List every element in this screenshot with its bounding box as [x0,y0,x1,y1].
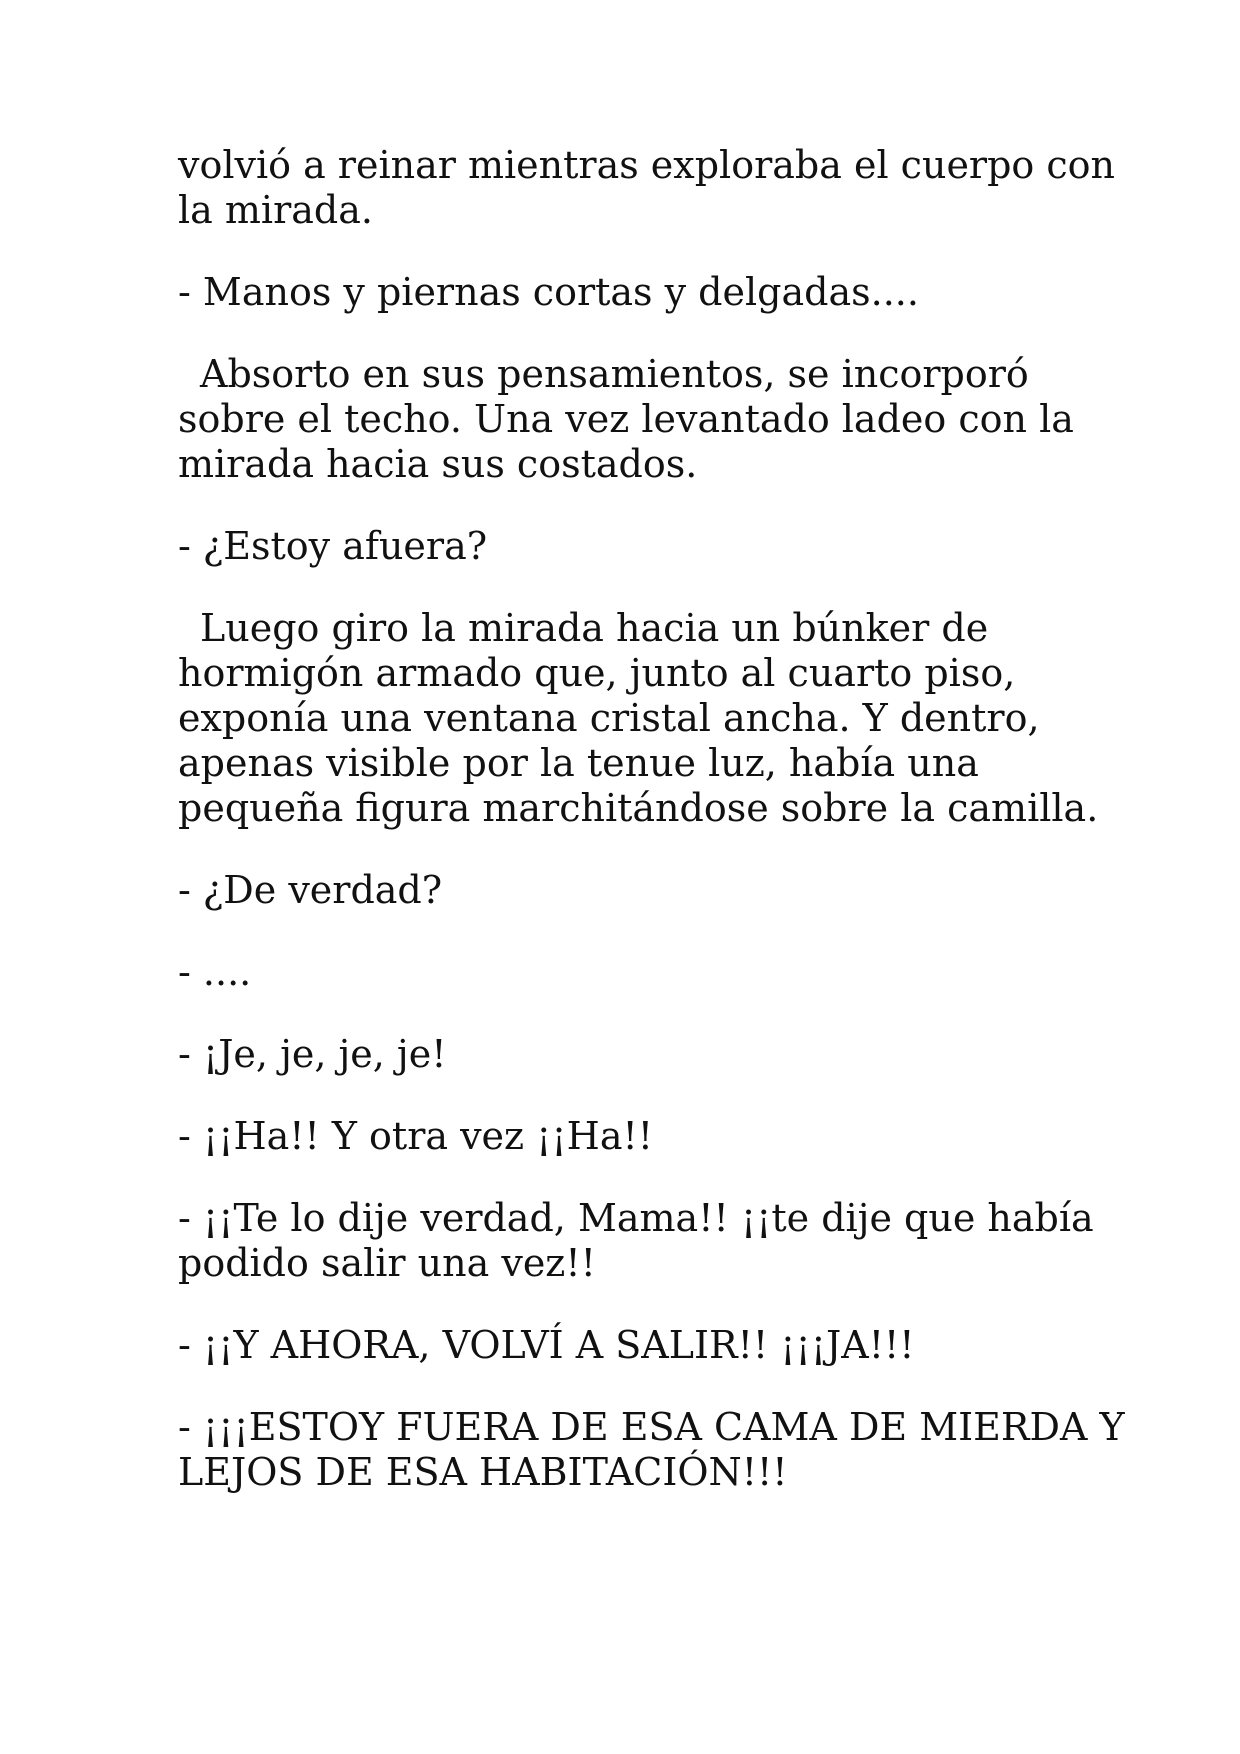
dialogue-line [178,950,1078,995]
text-line: - Manos y piernas cortas y delgadas.... [178,270,919,314]
text-line: - ¿De verdad? [178,868,443,912]
dialogue-line [178,1323,1078,1368]
text-line: LEJOS DE ESA HABITACIÓN!!! [178,1450,788,1494]
text-line: Luego giro la mirada hacia un búnker de [200,606,989,650]
text-line: - ¡¡¡ESTOY FUERA DE ESA CAMA DE MIERDA Y [178,1405,1125,1449]
dialogue-line [178,1196,1094,1286]
text-line: - ¡Je, je, je, je! [178,1032,447,1076]
text-line: - ¡¡Y AHORA, VOLVÍ A SALIR!! ¡¡¡JA!!! [178,1323,915,1367]
dialogue-line [178,1114,1078,1159]
text-line: exponía una ventana cristal ancha. Y dentro, [178,696,1040,740]
dialogue-line [178,1405,1125,1495]
text-line: volvió a reinar mientras exploraba el cuerpo con [178,143,1116,187]
text-line: apenas visible por la tenue luz, había una [178,741,979,785]
text-line: - ¡¡Te lo dije verdad, Mama!! ¡¡te dije que había [178,1196,1094,1240]
text-line: pequeña figura marchitándose sobre la camilla. [178,786,1099,830]
text-line: - ¡¡Ha!! Y otra vez ¡¡Ha!! [178,1114,654,1158]
paragraph [178,606,1099,831]
text-line: - .... [178,950,252,994]
document-body [178,143,1125,1532]
text-line: - ¿Estoy afuera? [178,524,488,568]
dialogue-line [178,1032,1078,1077]
paragraph [178,143,1116,233]
text-line: Absorto en sus pensamientos, se incorporó [200,352,1029,396]
text-line: sobre el techo. Una vez levantado ladeo con la [178,397,1074,441]
dialogue-line [178,270,1078,315]
paragraph [178,352,1078,487]
dialogue-line [178,524,1078,569]
dialogue-line [178,868,1078,913]
text-line: la mirada. [178,188,373,232]
text-line: hormigón armado que, junto al cuarto piso, [178,651,1016,695]
text-line: podido salir una vez!! [178,1241,596,1285]
text-line: mirada hacia sus costados. [178,442,698,486]
